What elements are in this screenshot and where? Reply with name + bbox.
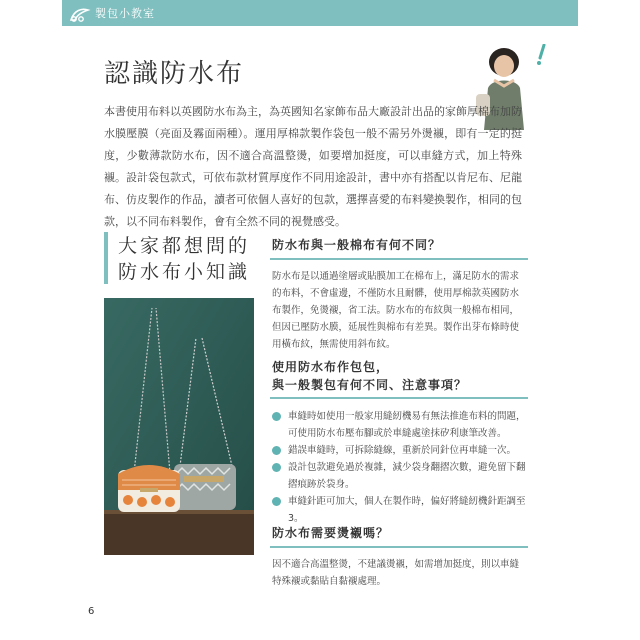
q2-bullet-list xyxy=(272,408,534,527)
page-number: 6 xyxy=(88,606,95,617)
bullet-text: 車縫時如使用一般家用縫紉機易有無法推進布料的問題，可使用防水布壓布腳或於車縫處塗抹矽利康筆改善。 xyxy=(288,411,526,439)
section-title-line-1: 大家都想問的 xyxy=(118,235,251,257)
bags-photo xyxy=(104,298,254,555)
q1-heading: 防水布與一般棉布有何不同？ xyxy=(272,238,442,252)
q1-answer-text: 防水布是以通過塗層或貼膜加工在棉布上，滿足防水的需求的布料，不會虛邊，不僅防水且耐髒，使用厚棉款英國防水布製作，免燙襯，省工法。防水布的布紋與一般棉布相同，但因已壓防水膜，延展性與棉布有差異。製作出芽布條時使用橫布紋，無需使用斜布紋。 xyxy=(272,271,520,350)
section-title xyxy=(118,233,250,285)
q2-heading-line-1: 使用防水布作包包， xyxy=(272,360,390,374)
bullet-dot-icon xyxy=(272,412,281,421)
intro-paragraph xyxy=(104,101,522,233)
list-item xyxy=(272,459,534,493)
page-title: 認識防水布 xyxy=(104,59,245,89)
q3-rule xyxy=(270,546,528,548)
intro-text: 本書使用布料以英國防水布為主，為英國知名家飾布品大廠設計出品的家飾厚棉布加防水膜壓膜（亮面及霧面兩種）。運用厚棉款製作袋包一般不需另外燙襯，即有一定的挺度，少數薄款防水布，因不適合高溫整燙，如要增加挺度，可以車縫方式，加上特殊襯。設計袋包款式，可依布款材質厚度作不同用途設計，書中亦有搭配以肯尼布、尼龍布、仿皮製作的作品，讀者可依個人喜好的包款，選擇喜愛的布料變換製作，相同的包款，以不同布料製作，會有全然不同的視覺感受。 xyxy=(104,105,522,228)
q3-answer xyxy=(272,556,528,590)
bullet-dot-icon xyxy=(272,463,281,472)
bullet-text: 車縫針距可加大，個人在製作時，偏好將縫紉機針距調至3。 xyxy=(288,496,526,524)
q2-heading-line-2: 與一般製包有何不同、注意事項？ xyxy=(272,378,468,392)
bullet-text: 設計包款避免過於複雜，減少袋身翻摺次數，避免留下翻摺痕跡於袋身。 xyxy=(288,462,526,490)
q3-answer-text: 因不適合高溫整燙，不建議燙襯，如需增加挺度，則以車縫特殊襯或黏貼自黏襯處理。 xyxy=(272,559,520,587)
q1-rule xyxy=(270,258,528,260)
header-title: 製包小教室 xyxy=(95,7,155,20)
q3-heading: 防水布需要燙襯嗎？ xyxy=(272,526,390,540)
q2-heading xyxy=(272,358,467,394)
list-item xyxy=(272,442,534,459)
scissors-logo-icon xyxy=(68,4,92,24)
q1-answer xyxy=(272,268,528,353)
section-title-line-2: 防水布小知識 xyxy=(118,261,251,283)
q2-rule xyxy=(270,397,528,399)
bullet-dot-icon xyxy=(272,446,281,455)
section-title-rule xyxy=(104,232,108,284)
exclamation-icon xyxy=(534,44,550,66)
bullet-text: 錯誤車縫時，可拆除縫線，重新於同針位再車縫一次。 xyxy=(288,445,517,456)
list-item xyxy=(272,493,534,527)
list-item xyxy=(272,408,534,442)
bullet-dot-icon xyxy=(272,497,281,506)
